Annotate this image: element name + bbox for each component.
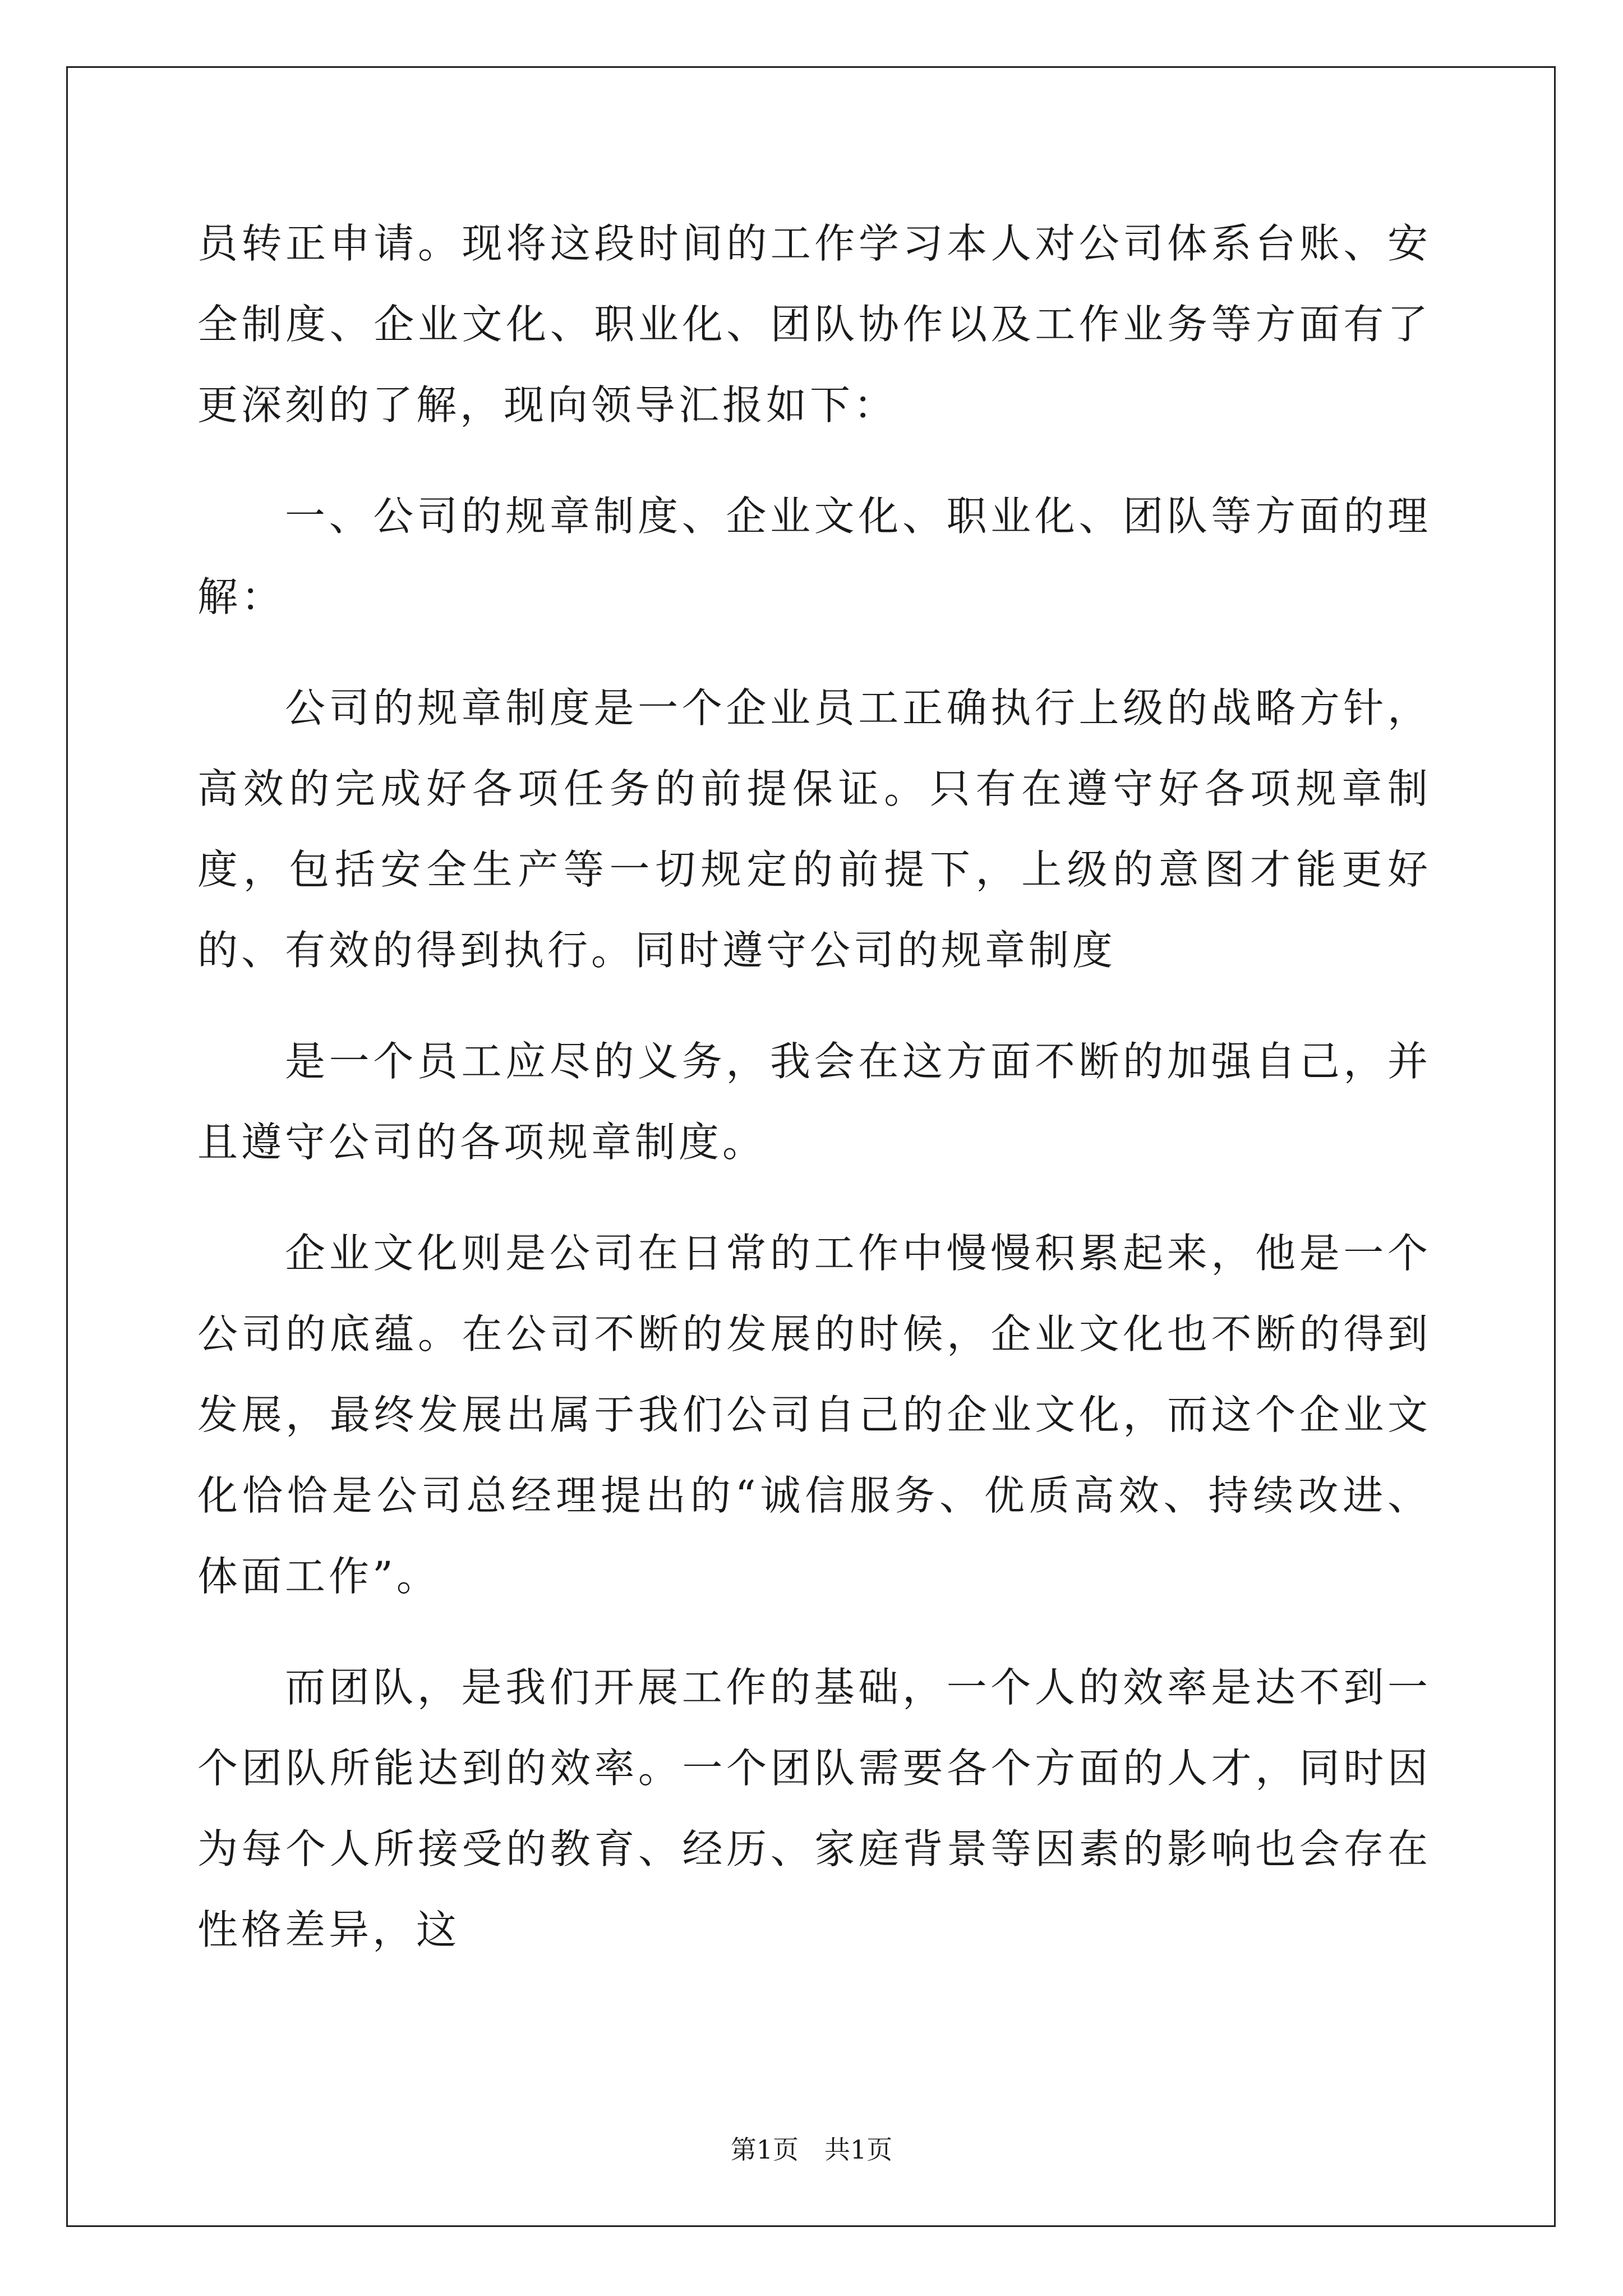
paragraph-rules: 公司的规章制度是一个企业员工正确执行上级的战略方针，高效的完成好各项任务的前提保证。只有在遵守好各项规章制度，包括安全生产等一切规定的前提下，上级的意图才能更好的、有效的得到执行。同时遵守公司的规章制度 bbox=[197, 684, 1431, 974]
paragraph-team: 而团队，是我们开展工作的基础，一个人的效率是达不到一个团队所能达到的效率。一个团队需要各个方面的人才，同时因为每个人所接受的教育、经历、家庭背景等因素的影响也会存在性格差异，这 bbox=[197, 1664, 1431, 1953]
document-body bbox=[197, 203, 1431, 1970]
page-number: 第1页 共1页 bbox=[730, 2134, 893, 2165]
paragraph-continuation: 员转正申请。现将这段时间的工作学习本人对公司体系台账、安全制度、企业文化、职业化、团队协作以及工作业务等方面有了更深刻的了解，现向领导汇报如下： bbox=[197, 220, 1431, 429]
paragraph-culture: 企业文化则是公司在日常的工作中慢慢积累起来，他是一个公司的底蕴。在公司不断的发展的时候，企业文化也不断的得到发展，最终发展出属于我们公司自己的企业文化，而这个企业文化恰恰是公司总经理提出的“诚信服务、优质高效、持续改进、体面工作”。 bbox=[197, 1230, 1431, 1600]
section-heading: 一、公司的规章制度、企业文化、职业化、团队等方面的理解： bbox=[197, 493, 1431, 620]
paragraph-duty: 是一个员工应尽的义务，我会在这方面不断的加强自己，并且遵守公司的各项规章制度。 bbox=[197, 1038, 1431, 1166]
